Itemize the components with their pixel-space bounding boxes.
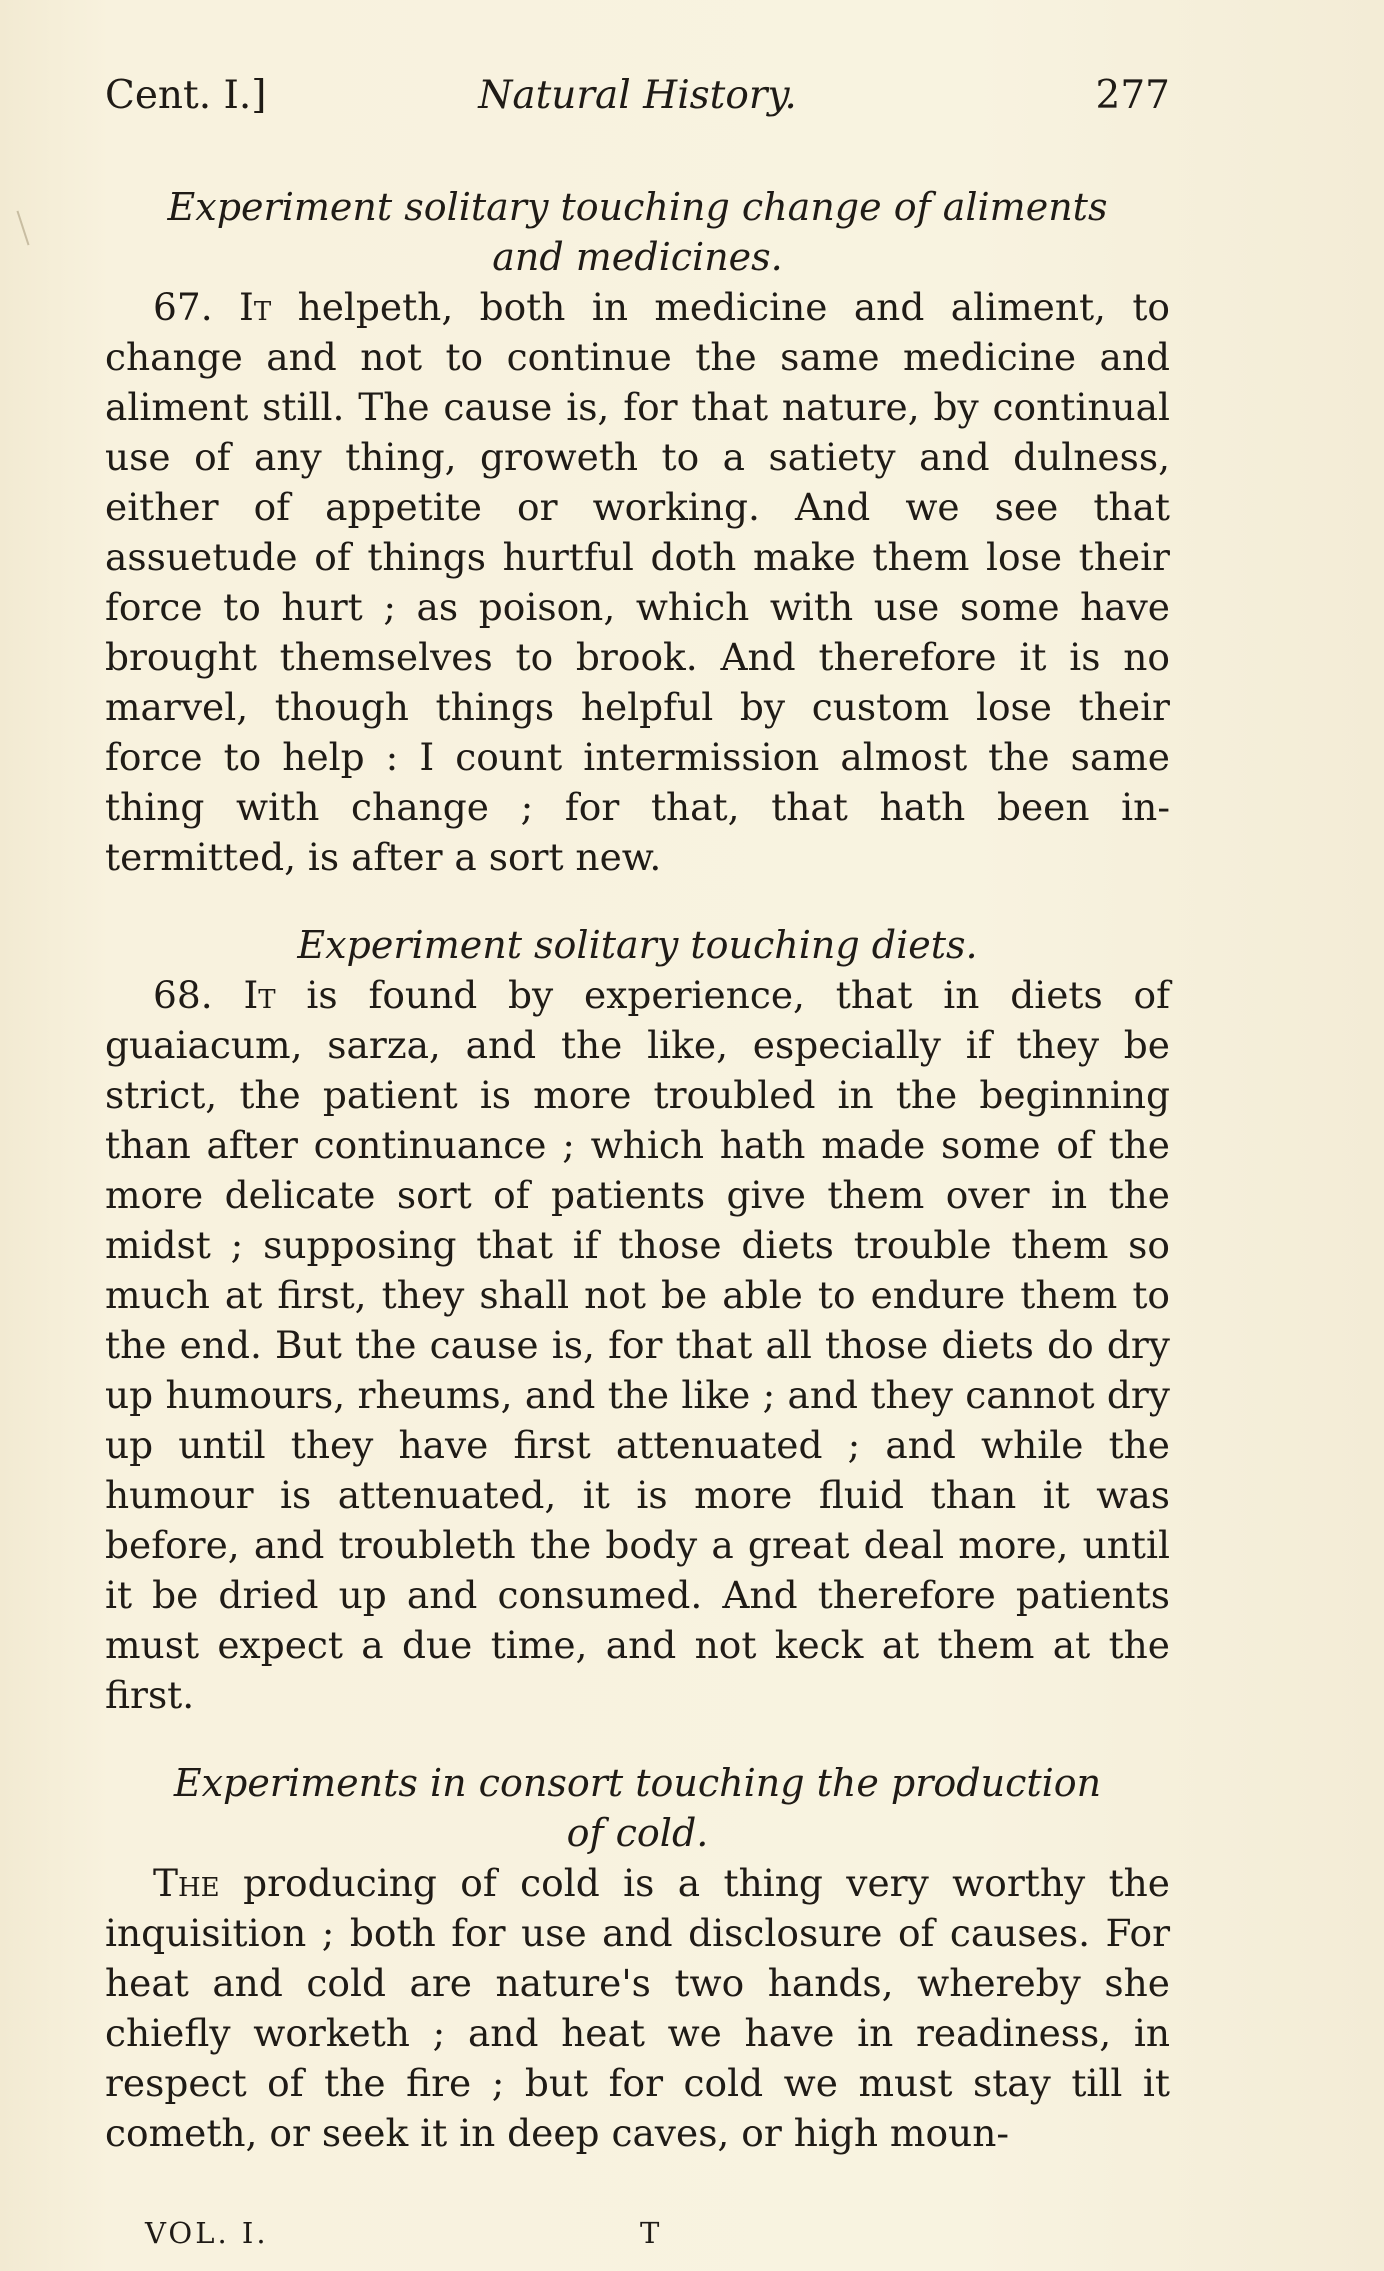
header-century: Cent. I.] xyxy=(105,73,267,118)
section-67 xyxy=(105,182,1170,882)
section-heading xyxy=(105,182,1170,282)
page-footer xyxy=(145,2216,663,2250)
section-paragraph xyxy=(105,1858,1170,2158)
section-paragraph xyxy=(105,970,1170,1720)
page-edge-mark xyxy=(16,211,29,246)
signature-mark: T xyxy=(640,2216,663,2250)
section-cold xyxy=(105,1758,1170,2158)
heading-line: Experiment solitary touching diets. xyxy=(297,923,978,967)
paragraph-text: is found by experience, that in diets of guaiacum, sarza, and the like, especially if they be strict, the patient is more troubled in the beginning than after continuance ; which hath made some of the more delicate sort of patients give them over in the midst ; supposing that if those diets trouble them so much at first, they shall not be able to endure them to the end. But the cause is, for that all those diets do dry up humours, rheums, and the like ; and they cannot dry up until they have first attenuated ; and while the humour is attenuated, it is more fluid than it was before, and troubleth the body a great deal more, until it be dried up and consumed. And therefore patients must expect a due time, and not keck at them at the first. xyxy=(105,973,1170,1717)
section-paragraph xyxy=(105,282,1170,882)
heading-line: Experiment solitary touching change of aliments xyxy=(167,185,1108,229)
paragraph-lead: The xyxy=(153,1861,220,1905)
heading-line: of cold. xyxy=(566,1811,709,1855)
heading-line: Experiments in consort touching the production xyxy=(173,1761,1102,1805)
paragraph-lead: 68. It xyxy=(153,973,276,1017)
page-content xyxy=(105,62,1170,2158)
running-header xyxy=(105,62,1170,130)
heading-line: and medicines. xyxy=(492,235,783,279)
paragraph-text: helpeth, both in medicine and aliment, to change and not to continue the same medicine and aliment still. The cause is, for that nature, by continual use of any thing, groweth to a satiety and dulness, either of appetite or working. And we see that assuetude of things hurtful doth make them lose their force to hurt ; as poison, which with use some have brought themselves to brook. And therefore it is no marvel, though things helpful by custom lose their force to help : I count intermission almost the same thing with change ; for that, that hath been intermitted, is after a sort new. xyxy=(105,285,1170,879)
section-heading xyxy=(105,1758,1170,1858)
header-title: Natural History. xyxy=(478,73,797,118)
volume-label: VOL. I. xyxy=(145,2216,269,2250)
section-68 xyxy=(105,920,1170,1720)
section-heading xyxy=(105,920,1170,970)
paragraph-lead: 67. It xyxy=(153,285,272,329)
page-number: 277 xyxy=(1095,73,1170,118)
paragraph-text: producing of cold is a thing very worthy the inquisition ; both for use and disclosure of causes. For heat and cold are nature's two hands, whereby she chiefly worketh ; and heat we have in readiness, in respect of the fire ; but for cold we must stay till it cometh, or seek it in deep caves, or high moun- xyxy=(105,1861,1170,2155)
